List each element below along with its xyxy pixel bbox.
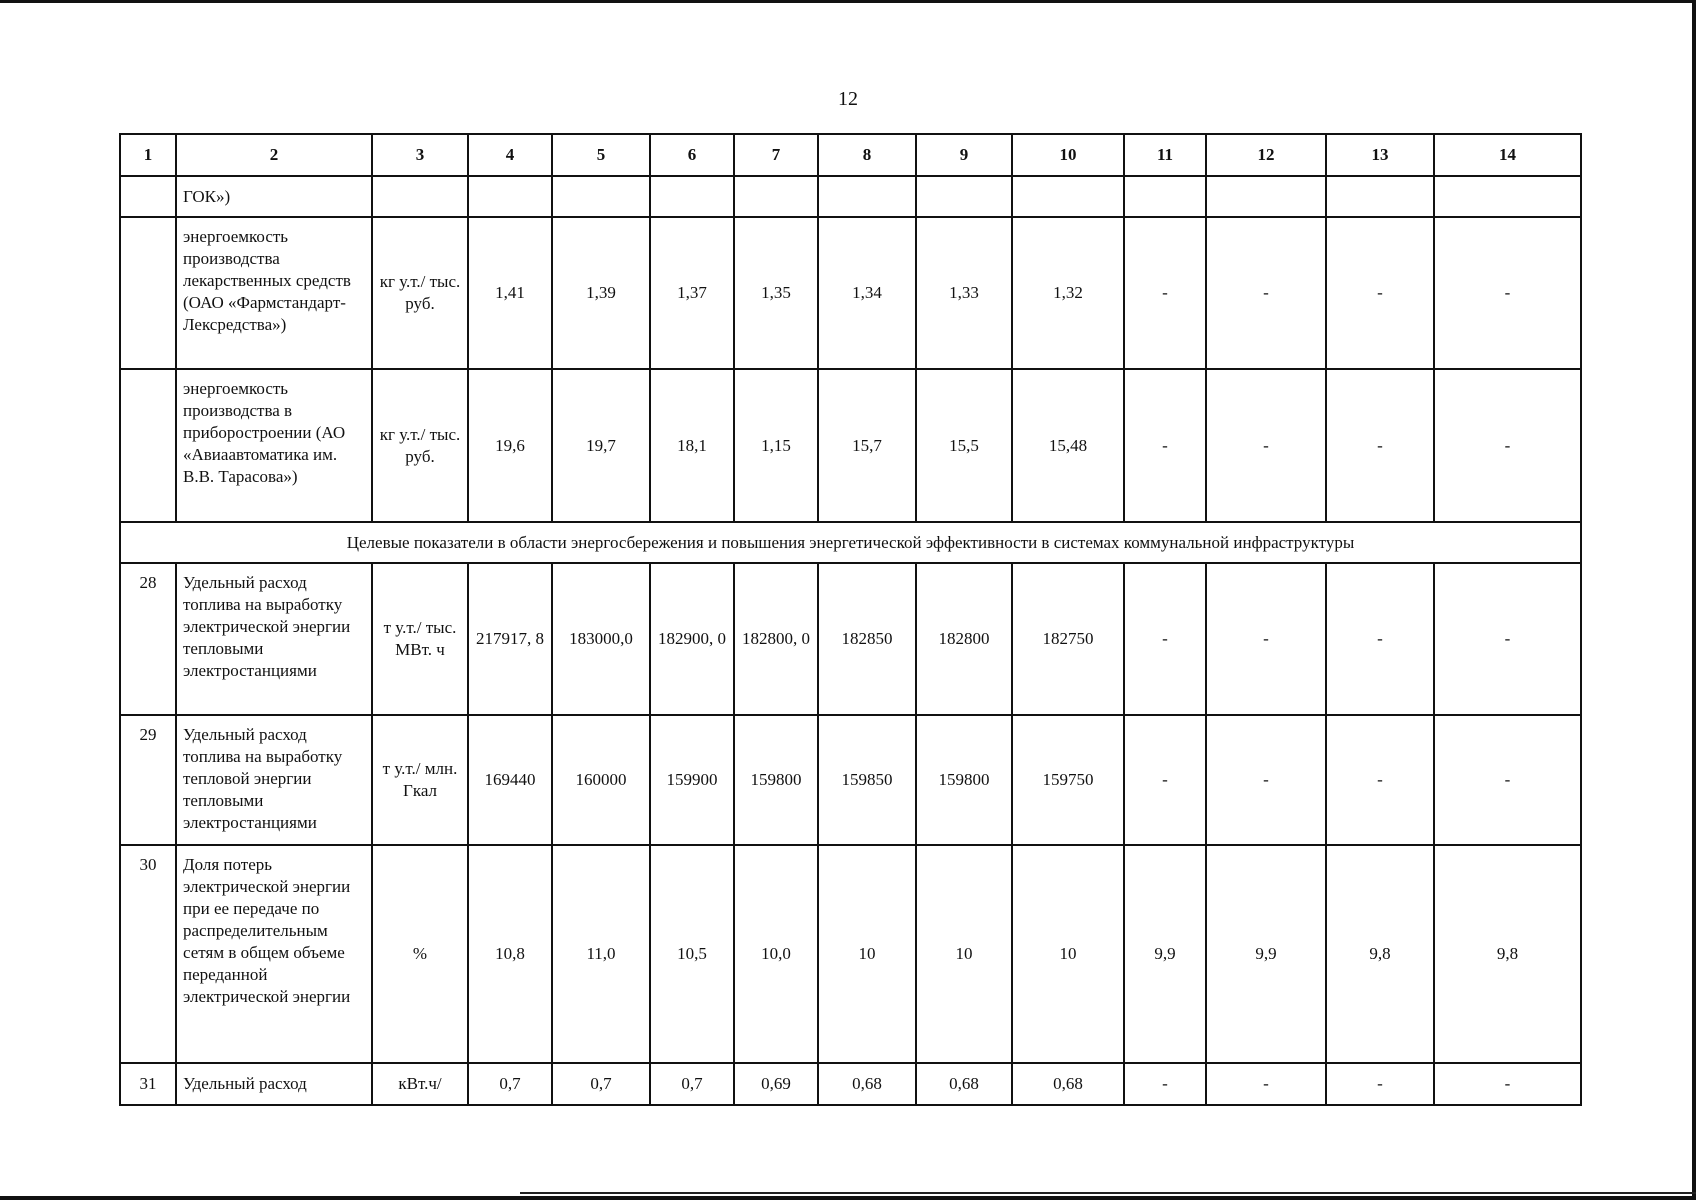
value-cell: 10: [1012, 845, 1124, 1063]
page-number: 12: [838, 88, 858, 110]
row-number: [120, 369, 176, 522]
value-cell: 159850: [818, 715, 916, 845]
indicator-name: Удельный расход: [176, 1063, 372, 1105]
value-cell: 159900: [650, 715, 734, 845]
indicator-name: ГОК»): [176, 176, 372, 217]
value-cell: 0,7: [650, 1063, 734, 1105]
indicator-name: энергоемкость производства лекарственных средств (ОАО «Фармстандарт-Лексредства»): [176, 217, 372, 369]
column-header: 13: [1326, 134, 1434, 176]
value-cell: [1124, 176, 1206, 217]
value-cell: 160000: [552, 715, 650, 845]
value-cell: 1,15: [734, 369, 818, 522]
value-cell: -: [1326, 217, 1434, 369]
column-header: 5: [552, 134, 650, 176]
column-header: 9: [916, 134, 1012, 176]
unit-cell: кг у.т./ тыс. руб.: [372, 217, 468, 369]
value-cell: [552, 176, 650, 217]
indicator-name: Удельный расход топлива на выработку тепловой энергии тепловыми электростанциями: [176, 715, 372, 845]
value-cell: 10: [916, 845, 1012, 1063]
value-cell: 10,0: [734, 845, 818, 1063]
value-cell: 159800: [916, 715, 1012, 845]
column-header: 12: [1206, 134, 1326, 176]
value-cell: 15,48: [1012, 369, 1124, 522]
value-cell: 19,6: [468, 369, 552, 522]
section-row: [120, 522, 1581, 563]
value-cell: [1326, 176, 1434, 217]
value-cell: 0,7: [468, 1063, 552, 1105]
section-title: Целевые показатели в области энергосбережения и повышения энергетической эффективности в системах коммунальной инфраструктуры: [120, 522, 1581, 563]
value-cell: [650, 176, 734, 217]
value-cell: -: [1124, 369, 1206, 522]
value-cell: 9,9: [1124, 845, 1206, 1063]
value-cell: 159750: [1012, 715, 1124, 845]
value-cell: 1,37: [650, 217, 734, 369]
value-cell: -: [1434, 369, 1581, 522]
value-cell: 182900, 0: [650, 563, 734, 715]
value-cell: -: [1206, 369, 1326, 522]
value-cell: -: [1434, 715, 1581, 845]
value-cell: -: [1124, 715, 1206, 845]
value-cell: [468, 176, 552, 217]
table-row: [120, 563, 1581, 715]
value-cell: 183000,0: [552, 563, 650, 715]
value-cell: 10: [818, 845, 916, 1063]
value-cell: [818, 176, 916, 217]
value-cell: 182800: [916, 563, 1012, 715]
value-cell: -: [1206, 1063, 1326, 1105]
table-row: [120, 369, 1581, 522]
value-cell: -: [1326, 1063, 1434, 1105]
value-cell: 1,35: [734, 217, 818, 369]
value-cell: 0,68: [916, 1063, 1012, 1105]
value-cell: 182850: [818, 563, 916, 715]
row-number: [120, 217, 176, 369]
value-cell: 1,33: [916, 217, 1012, 369]
value-cell: 1,41: [468, 217, 552, 369]
table-row: [120, 715, 1581, 845]
value-cell: 15,7: [818, 369, 916, 522]
unit-cell: т у.т./ млн. Гкал: [372, 715, 468, 845]
table-row: [120, 1063, 1581, 1105]
indicators-table: [119, 133, 1582, 1106]
value-cell: 10,5: [650, 845, 734, 1063]
value-cell: 9,8: [1434, 845, 1581, 1063]
value-cell: 9,9: [1206, 845, 1326, 1063]
value-cell: 9,8: [1326, 845, 1434, 1063]
value-cell: -: [1434, 217, 1581, 369]
row-number: 28: [120, 563, 176, 715]
value-cell: -: [1124, 217, 1206, 369]
value-cell: 1,32: [1012, 217, 1124, 369]
row-number: 30: [120, 845, 176, 1063]
table-row: [120, 217, 1581, 369]
value-cell: -: [1124, 563, 1206, 715]
scan-border-bottom-inner: [520, 1192, 1696, 1194]
unit-cell: кг у.т./ тыс. руб.: [372, 369, 468, 522]
value-cell: [1434, 176, 1581, 217]
column-header: 8: [818, 134, 916, 176]
table-row: [120, 845, 1581, 1063]
column-header: 10: [1012, 134, 1124, 176]
table-header-row: [120, 134, 1581, 176]
scan-border-right: [1692, 0, 1696, 1200]
value-cell: 182800, 0: [734, 563, 818, 715]
value-cell: 15,5: [916, 369, 1012, 522]
indicator-name: Доля потерь электрической энергии при ее передаче по распределительным сетям в общем объеме переданной электрической энергии: [176, 845, 372, 1063]
value-cell: -: [1326, 715, 1434, 845]
column-header: 11: [1124, 134, 1206, 176]
value-cell: -: [1206, 715, 1326, 845]
value-cell: 169440: [468, 715, 552, 845]
value-cell: -: [1124, 1063, 1206, 1105]
unit-cell: т у.т./ тыс. МВт. ч: [372, 563, 468, 715]
value-cell: -: [1206, 217, 1326, 369]
row-number: 31: [120, 1063, 176, 1105]
value-cell: 1,39: [552, 217, 650, 369]
column-header: 4: [468, 134, 552, 176]
value-cell: 19,7: [552, 369, 650, 522]
unit-cell: [372, 176, 468, 217]
column-header: 7: [734, 134, 818, 176]
value-cell: -: [1326, 563, 1434, 715]
value-cell: [916, 176, 1012, 217]
value-cell: [1012, 176, 1124, 217]
value-cell: 0,68: [818, 1063, 916, 1105]
value-cell: 182750: [1012, 563, 1124, 715]
column-header: 14: [1434, 134, 1581, 176]
value-cell: -: [1434, 1063, 1581, 1105]
value-cell: 10,8: [468, 845, 552, 1063]
column-header: 3: [372, 134, 468, 176]
value-cell: -: [1434, 563, 1581, 715]
scan-border-bottom: [0, 1196, 1696, 1200]
column-header: 1: [120, 134, 176, 176]
row-number: 29: [120, 715, 176, 845]
unit-cell: %: [372, 845, 468, 1063]
value-cell: 159800: [734, 715, 818, 845]
value-cell: -: [1326, 369, 1434, 522]
value-cell: 0,68: [1012, 1063, 1124, 1105]
value-cell: 1,34: [818, 217, 916, 369]
table-row: [120, 176, 1581, 217]
scan-border-top: [0, 0, 1696, 3]
indicator-name: Удельный расход топлива на выработку электрической энергии тепловыми электростанциями: [176, 563, 372, 715]
unit-cell: кВт.ч/: [372, 1063, 468, 1105]
value-cell: [734, 176, 818, 217]
value-cell: 0,7: [552, 1063, 650, 1105]
value-cell: 11,0: [552, 845, 650, 1063]
value-cell: 18,1: [650, 369, 734, 522]
row-number: [120, 176, 176, 217]
indicator-name: энергоемкость производства в приборостроении (АО «Авиаавтоматика им. В.В. Тарасова»): [176, 369, 372, 522]
column-header: 6: [650, 134, 734, 176]
value-cell: [1206, 176, 1326, 217]
value-cell: 0,69: [734, 1063, 818, 1105]
column-header: 2: [176, 134, 372, 176]
value-cell: 217917, 8: [468, 563, 552, 715]
value-cell: -: [1206, 563, 1326, 715]
